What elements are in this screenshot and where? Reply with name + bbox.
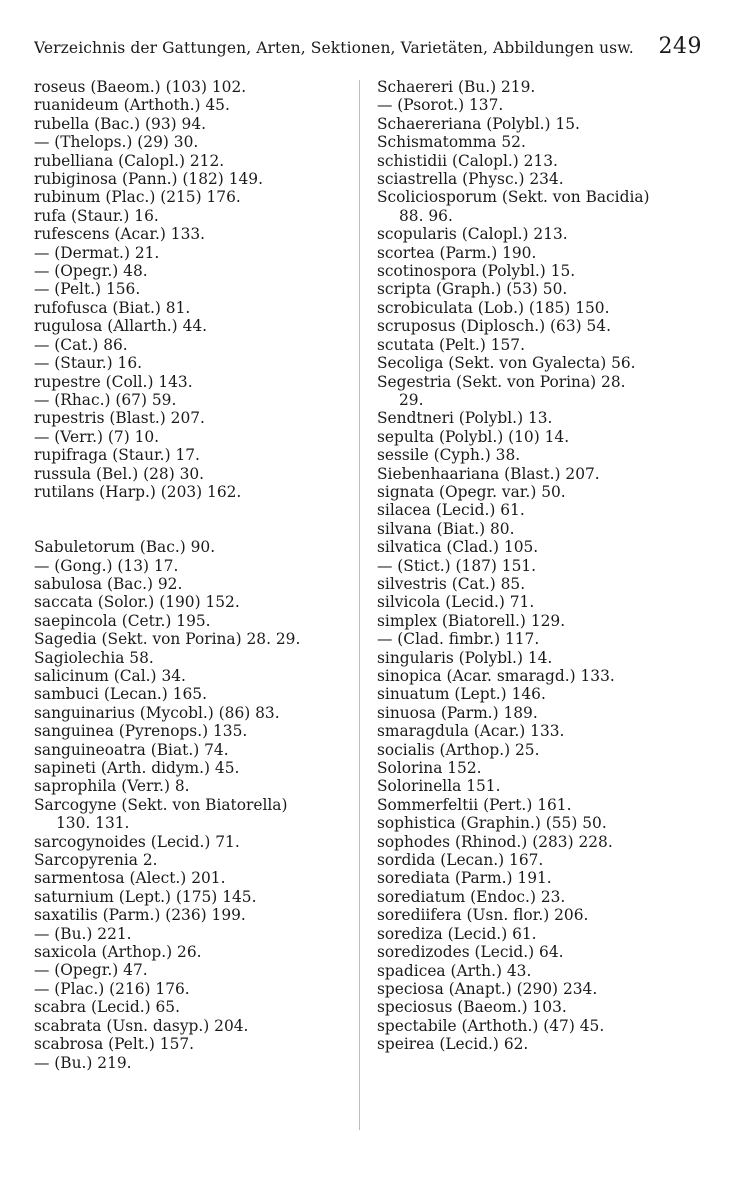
index-entry: saccata (Solor.) (190) 152.	[34, 593, 240, 612]
index-entry: silvatica (Clad.) 105.	[377, 538, 539, 557]
index-entry: spectabile (Arthoth.) (47) 45.	[377, 1016, 605, 1035]
index-entry: scripta (Graph.) (53) 50.	[377, 280, 568, 299]
index-entry: Sabuletorum (Bac.) 90.	[34, 538, 216, 557]
index-entry: — (Thelops.) (29) 30.	[34, 133, 199, 152]
index-entry: Secoliga (Sekt. von Gyalecta) 56.	[377, 354, 636, 373]
index-entry: Solorina 152.	[377, 759, 482, 778]
index-entry: Sendtneri (Polybl.) 13.	[377, 409, 553, 428]
index-entry: — (Pelt.) 156.	[34, 280, 141, 299]
index-entry: rufescens (Acar.) 133.	[34, 225, 206, 244]
index-entry: saepincola (Cetr.) 195.	[34, 611, 211, 630]
index-entry: — (Clad. fimbr.) 117.	[377, 630, 540, 649]
index-entry: rufofusca (Biat.) 81.	[34, 298, 191, 317]
index-entry: Scoliciosporum (Sekt. von Bacidia)	[377, 188, 650, 207]
index-entry: sabulosa (Bac.) 92.	[34, 574, 183, 593]
index-entry: socialis (Arthop.) 25.	[377, 740, 540, 759]
index-entry: singularis (Polybl.) 14.	[377, 648, 553, 667]
index-entry: sarmentosa (Alect.) 201.	[34, 869, 226, 888]
index-entry: sciastrella (Physc.) 234.	[377, 170, 564, 189]
section-gap	[34, 501, 369, 538]
index-entry: sordida (Lecan.) 167.	[377, 851, 544, 870]
index-entry: — (Stict.) (187) 151.	[377, 556, 537, 575]
index-entry: rupestris (Blast.) 207.	[34, 409, 205, 428]
index-entry: smaragdula (Acar.) 133.	[377, 722, 565, 741]
index-entry: Sagiolechia 58.	[34, 648, 154, 667]
index-entry: saxicola (Arthop.) 26.	[34, 943, 202, 962]
index-entry: — (Cat.) 86.	[34, 335, 128, 354]
index-column-right	[377, 78, 707, 1054]
index-entry: roseus (Baeom.) (103) 102.	[34, 78, 247, 96]
index-column-left	[34, 78, 369, 1072]
index-entry: — (Verr.) (7) 10.	[34, 427, 160, 446]
index-entry: russula (Bel.) (28) 30.	[34, 464, 205, 483]
index-entry: Siebenhaariana (Blast.) 207.	[377, 464, 600, 483]
index-entry: rupestre (Coll.) 143.	[34, 372, 193, 391]
index-entry: scotinospora (Polybl.) 15.	[377, 262, 576, 281]
index-entry: — (Bu.) 219.	[34, 1053, 132, 1072]
index-entry: rupifraga (Staur.) 17.	[34, 446, 200, 465]
index-entry: Sarcopyrenia 2.	[34, 851, 158, 870]
index-entry: rubinum (Plac.) (215) 176.	[34, 188, 241, 207]
index-entry: rubelliana (Calopl.) 212.	[34, 151, 225, 170]
index-entry: scabrata (Usn. dasyp.) 204.	[34, 1016, 249, 1035]
index-entry: — (Bu.) 221.	[34, 924, 132, 943]
index-entry: sinopica (Acar. smaragd.) 133.	[377, 667, 615, 685]
index-entry: sorediza (Lecid.) 61.	[377, 924, 537, 943]
index-entry: sambuci (Lecan.) 165.	[34, 685, 207, 704]
index-entry: soredizodes (Lecid.) 64.	[377, 943, 564, 962]
index-entry: sanguinarius (Mycobl.) (86) 83.	[34, 703, 280, 722]
index-entry: scortea (Parm.) 190.	[377, 243, 537, 262]
index-entry: simplex (Biatorell.) 129.	[377, 611, 566, 630]
index-entry: signata (Opegr. var.) 50.	[377, 482, 566, 501]
index-entry: sinuatum (Lept.) 146.	[377, 685, 546, 704]
index-entry: salicinum (Cal.) 34.	[34, 666, 186, 685]
index-entry: speciosus (Baeom.) 103.	[377, 998, 567, 1017]
index-entry: speciosa (Anapt.) (290) 234.	[377, 979, 598, 998]
index-entry: scopularis (Calopl.) 213.	[377, 225, 568, 244]
index-entry: Sagedia (Sekt. von Porina) 28. 29.	[34, 630, 301, 649]
index-entry: rugulosa (Allarth.) 44.	[34, 317, 208, 336]
index-entry: sorediatum (Endoc.) 23.	[377, 887, 566, 906]
index-entry: — (Psorot.) 137.	[377, 96, 504, 115]
index-entry: 130. 131.	[56, 814, 130, 833]
index-entry: — (Staur.) 16.	[34, 354, 143, 373]
index-entry: Segestria (Sekt. von Porina) 28.	[377, 372, 626, 391]
index-entry: silvestris (Cat.) 85.	[377, 574, 526, 593]
index-entry: saxatilis (Parm.) (236) 199.	[34, 906, 246, 925]
index-entry: — (Plac.) (216) 176.	[34, 979, 190, 998]
index-entry: Schismatomma 52.	[377, 133, 526, 152]
index-entry: — (Opegr.) 48.	[34, 262, 148, 281]
index-entry: — (Opegr.) 47.	[34, 961, 148, 980]
index-entry: Sommerfeltii (Pert.) 161.	[377, 795, 572, 814]
index-entry: ruanideum (Arthoth.) 45.	[34, 96, 230, 115]
index-entry: silacea (Lecid.) 61.	[377, 501, 525, 520]
index-entry: silvicola (Lecid.) 71.	[377, 593, 535, 612]
index-entry: sorediata (Parm.) 191.	[377, 869, 552, 888]
index-entry: sessile (Cyph.) 38.	[377, 446, 521, 465]
index-entry: sepulta (Polybl.) (10) 14.	[377, 427, 570, 446]
index-entry: sorediifera (Usn. flor.) 206.	[377, 906, 589, 925]
index-entry: sanguineoatra (Biat.) 74.	[34, 740, 229, 759]
index-entry: rubiginosa (Pann.) (182) 149.	[34, 170, 263, 189]
index-entry: scabrosa (Pelt.) 157.	[34, 1035, 195, 1054]
index-entry: — (Rhac.) (67) 59.	[34, 390, 177, 409]
index-entry: 88. 96.	[399, 206, 453, 225]
index-entry: scabra (Lecid.) 65.	[34, 998, 180, 1017]
index-entry: rubella (Bac.) (93) 94.	[34, 114, 207, 133]
index-entry: rutilans (Harp.) (203) 162.	[34, 482, 242, 501]
index-entry: Sarcogyne (Sekt. von Biatorella)	[34, 795, 288, 814]
running-header	[34, 36, 702, 64]
index-entry: scutata (Pelt.) 157.	[377, 335, 525, 354]
index-entry: sanguinea (Pyrenops.) 135.	[34, 722, 248, 741]
index-entry: sarcogynoides (Lecid.) 71.	[34, 832, 240, 851]
index-entry: saprophila (Verr.) 8.	[34, 777, 190, 796]
index-entry: Solorinella 151.	[377, 777, 501, 796]
index-entry: saturnium (Lept.) (175) 145.	[34, 887, 257, 906]
index-entry: rufa (Staur.) 16.	[34, 206, 159, 225]
index-entry: sophistica (Graphin.) (55) 50.	[377, 814, 607, 833]
index-entry: sapineti (Arth. didym.) 45.	[34, 759, 240, 778]
index-entry: 29.	[399, 390, 424, 409]
index-entry: silvana (Biat.) 80.	[377, 519, 515, 538]
index-entry: Schaereriana (Polybl.) 15.	[377, 114, 580, 133]
index-entry: spadicea (Arth.) 43.	[377, 961, 532, 980]
index-entry: — (Gong.) (13) 17.	[34, 556, 179, 575]
index-entry: Schaereri (Bu.) 219.	[377, 78, 536, 96]
index-entry: — (Dermat.) 21.	[34, 243, 160, 262]
page-number: 249	[658, 34, 702, 59]
index-entry: sinuosa (Parm.) 189.	[377, 703, 538, 722]
index-entry: scruposus (Diplosch.) (63) 54.	[377, 317, 611, 336]
index-entry: schistidii (Calopl.) 213.	[377, 151, 558, 170]
running-title: Verzeichnis der Gattungen, Arten, Sektionen, Varietäten, Abbildungen usw.	[34, 39, 634, 57]
index-entry: scrobiculata (Lob.) (185) 150.	[377, 298, 610, 317]
index-entry: sophodes (Rhinod.) (283) 228.	[377, 832, 613, 851]
index-entry: speirea (Lecid.) 62.	[377, 1035, 529, 1054]
